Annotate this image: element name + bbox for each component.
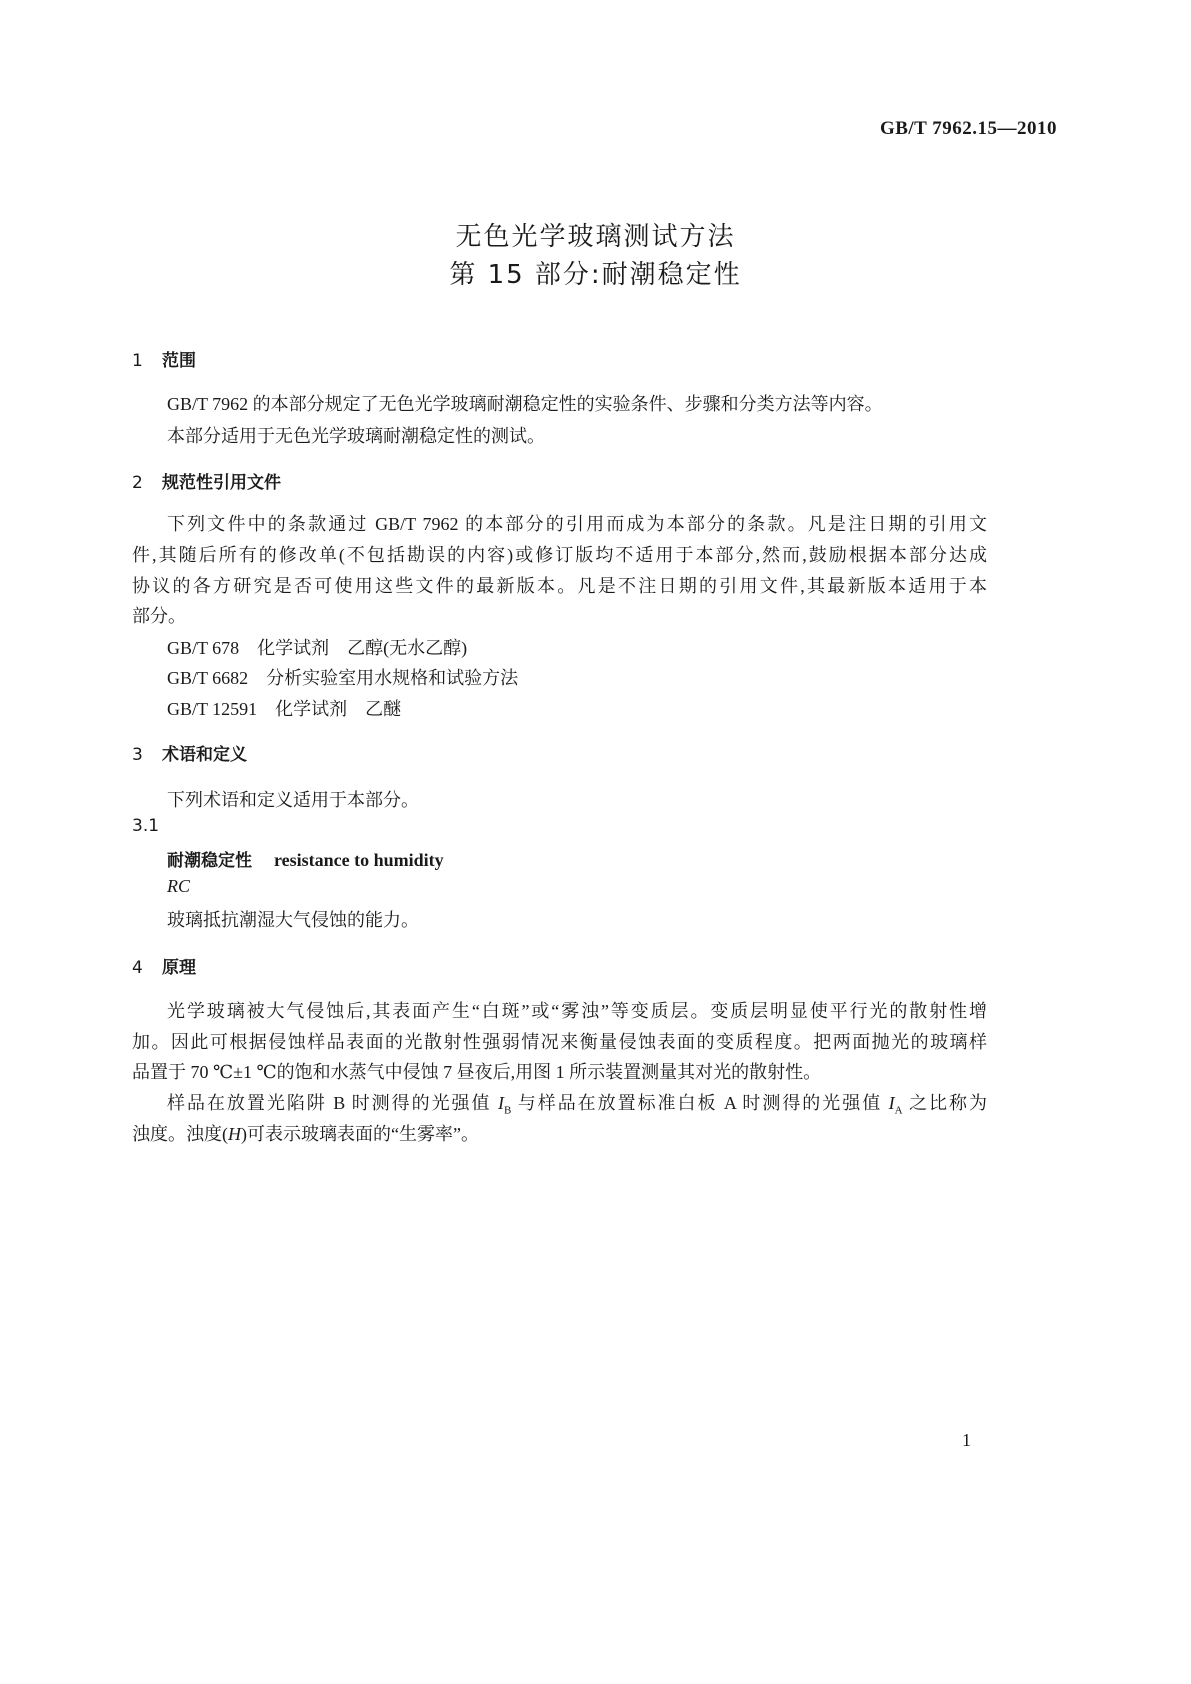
section-number: 2 [132,473,143,493]
paragraph-line: 光学玻璃被大气侵蚀后,其表面产生“白斑”或“雾浊”等变质层。变质层明显使平行光的散射性增 [167,1001,987,1021]
page-number: 1 [962,1430,971,1450]
paragraph-line: 品置于 70 ℃±1 ℃的饱和水蒸气中侵蚀 7 昼夜后,用图 1 所示装置测量其对光的散射性。 [132,1062,822,1082]
paragraph-line: 下列文件中的条款通过 GB/T 7962 的本部分的引用而成为本部分的条款。凡是注日期的引用文 [167,514,987,534]
subscript: B [503,1104,512,1117]
reference-item: GB/T 12591 化学试剂 乙醚 [167,699,402,719]
section-title: 原理 [162,958,196,978]
term-abbreviation: RC [167,876,191,896]
paragraph-line: 部分。 [132,606,186,626]
text: 浊度。浊度( [132,1124,228,1144]
subclause-number: 3.1 [132,816,160,836]
section-number: 3 [132,745,143,765]
section-title: 术语和定义 [162,745,247,765]
paragraph-line: 本部分适用于无色光学玻璃耐潮稳定性的测试。 [167,426,545,446]
term-entry [167,846,987,870]
paragraph-line: 下列术语和定义适用于本部分。 [167,790,419,810]
symbol-IB: I [497,1093,504,1113]
reference-item: GB/T 6682 分析实验室用水规格和试验方法 [167,668,519,688]
text: 与样品在放置标准白板 A 时测得的光强值 [511,1093,889,1113]
standard-number: GB/T 7962.15—2010 [879,118,1057,139]
section-heading-terms [132,740,247,765]
symbol-H: H [228,1124,241,1144]
section-heading-normative-references [132,468,281,493]
text: 之比称为 [902,1093,987,1113]
section-number: 1 [132,351,143,371]
symbol-IA: I [888,1093,895,1113]
paragraph-line: 协议的各方研究是否可使用这些文件的最新版本。凡是不注日期的引用文件,其最新版本适用于本 [132,576,987,596]
paragraph-line [167,1089,987,1117]
term-chinese: 耐潮稳定性 [167,851,252,871]
paragraph-line: 件,其随后所有的修改单(不包括勘误的内容)或修订版均不适用于本部分,然而,鼓励根据本部分达成 [132,545,987,565]
paragraph-line: GB/T 7962 的本部分规定了无色光学玻璃耐潮稳定性的实验条件、步骤和分类方法等内容。 [167,394,883,414]
subscript: A [894,1104,903,1117]
reference-item: GB/T 678 化学试剂 乙醇(无水乙醇) [167,638,468,658]
paragraph-line: 加。因此可根据侵蚀样品表面的光散射性强弱情况来衡量侵蚀表面的变质程度。把两面抛光的玻璃样 [132,1032,987,1052]
section-title: 规范性引用文件 [162,473,281,493]
paragraph-line [132,1120,987,1144]
text: 样品在放置光陷阱 B 时测得的光强值 [167,1093,498,1113]
section-heading-principle [132,953,196,978]
document-title: 无色光学玻璃测试方法 [455,222,736,252]
term-definition: 玻璃抵抗潮湿大气侵蚀的能力。 [167,910,419,930]
section-number: 4 [132,958,143,978]
document-subtitle: 第 15 部分:耐潮稳定性 [449,260,742,290]
section-heading-scope [132,346,196,371]
section-title: 范围 [162,351,196,371]
term-english: resistance to humidity [274,850,444,870]
text: )可表示玻璃表面的“生雾率”。 [241,1124,479,1144]
